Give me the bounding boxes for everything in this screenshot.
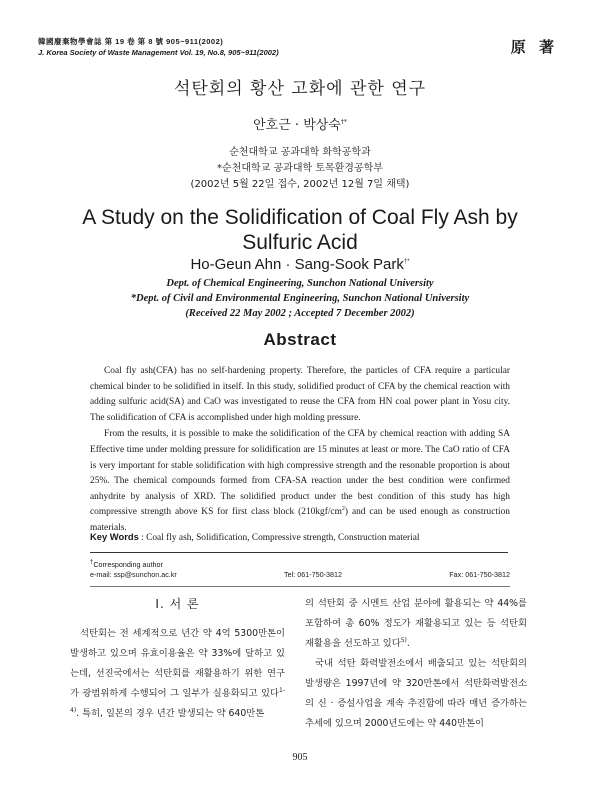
corresponding-footnote (90, 560, 510, 580)
authors-english-names: Ho-Geun Ahn · Sang-Sook Park (190, 256, 404, 273)
abstract-divider (90, 552, 508, 553)
authors-english (0, 256, 600, 273)
citation-1-4: 1-4) (70, 686, 285, 714)
affiliation-korean-2: *순천대학교 공과대학 토목환경공학부 (217, 163, 383, 174)
footnote-fax: Fax: 061-750-3812 (449, 570, 510, 579)
title-english-line-2: Sulfuric Acid (242, 231, 358, 254)
footnote-mark: † (90, 559, 94, 566)
intro-continued-end: . (406, 638, 410, 649)
intro-paragraph-1-text: 석탄회는 전 세계적으로 년간 약 4억 5300만톤이 발생하고 있으며 유효이용율은 약 33%에 달하고 있는데, 선진국에서는 석탄회를 재활용하기 위한 연구가 광범위하게 수행되어 그 일부가 실용화되고 있다 (70, 628, 285, 699)
abstract-paragraph-2-text: From the results, it is possible to make the solidification of the CFA by chemical reaction with adding SA Effective time under molding pressure for solidification are 15 minutes at least or more. The CaO ratio of CFA is very important for stable solidification with high compressive strength and the resonable proportion is about 25%. The chemical compounds formed from CFA-SA reaction under the best condition were confirmed anhydrite by analysis of XRD. The solidified product under the best condition of this study has high compressive strength above KS for first class block (210kgf/cm (90, 429, 510, 518)
intro-paragraph-1 (70, 624, 285, 724)
affiliation-english-1: Dept. of Chemical Engineering, Sunchon National University (166, 278, 434, 289)
intro-paragraph-1-end: . 특히, 일본의 경우 년간 발생되는 약 640만톤 (76, 708, 265, 719)
right-column (305, 594, 527, 734)
section-heading-introduction: Ⅰ. 서 론 (155, 597, 200, 611)
intro-paragraph-2: 국내 석탄 화력발전소에서 배출되고 있는 석탄회의 발생량은 1997년에 약 320만톤에서 석탄화력발전소의 신 · 증설사업을 계속 추진함에 따라 매년 증가하는 추세에 있으며 2000년도에는 약 440만톤이 (305, 658, 527, 729)
title-korean: 석탄회의 황산 고화에 관한 연구 (173, 79, 427, 99)
keywords (90, 531, 510, 543)
abstract-paragraph-1: Coal fly ash(CFA) has no self-hardening property. Therefore, the particles of CFA require a particular chemical binder to be solidified in itself. In this study, solidified product of CFA by the chemical reaction with adding sulfuric acid(SA) and CaO was investigated to reuse the CFA from HN coal power plant in Yosu city. The solidification of CFA is accomplished under high molding pressure. (90, 366, 510, 423)
authors-korean (0, 114, 600, 133)
page-number: 905 (292, 752, 308, 763)
corresponding-mark: †* (340, 118, 347, 126)
corresponding-mark-english: †* (403, 259, 410, 265)
article-type-badge: 原 著 (510, 38, 558, 56)
footnote-label: Corresponding author (93, 560, 163, 569)
journal-header (38, 36, 279, 58)
abstract-paragraph-2 (90, 427, 510, 536)
citation-5: 5) (400, 636, 407, 644)
footnote-email: e-mail: ssp@sunchon.ac.kr (90, 570, 177, 579)
intro-continued-text: 의 석탄회 중 시멘트 산업 분야에 활용되는 약 44%를 포함하여 총 60% 정도가 재활용되고 있는 등 석탄회 재활용을 선도하고 있다 (305, 598, 527, 649)
keywords-label: Key Words (90, 531, 139, 542)
title-english-line-1: A Study on the Solidification of Coal Fly Ash by (82, 206, 518, 229)
footnote-tel: Tel: 061-750-3812 (284, 570, 342, 579)
left-column (70, 594, 285, 724)
footnote-label-row (90, 560, 510, 570)
affiliation-english-2: *Dept. of Civil and Environmental Engineering, Sunchon National University (130, 293, 470, 304)
journal-name-english: J. Korea Society of Waste Management Vol. 19, No.8, 905~911(2002) (38, 48, 279, 57)
keywords-list: : Coal fly ash, Solidification, Compressive strength, Construction material (141, 533, 420, 543)
affiliation-korean-1: 순천대학교 공과대학 화학공학과 (229, 147, 371, 158)
title-english (0, 205, 600, 255)
footnote-divider (90, 586, 510, 587)
abstract-body (90, 364, 510, 537)
received-date-english: (Received 22 May 2002 ; Accepted 7 December 2002) (185, 308, 415, 319)
authors-korean-names: 안호근 · 박상숙 (253, 118, 341, 133)
journal-name-korean: 韓國廢棄物學會誌 第 19 卷 第 8 號 905~911(2002) (38, 37, 224, 46)
abstract-paragraph-2-end: ) and can be used enough as construction materials. (90, 507, 510, 533)
unit-superscript: 2 (341, 506, 345, 513)
received-date-korean: (2002년 5월 22일 접수, 2002년 12월 7일 채택) (190, 179, 410, 190)
intro-paragraph-1-continued (305, 594, 527, 654)
footnote-contact-row (90, 570, 510, 580)
abstract-heading: Abstract (263, 330, 337, 349)
